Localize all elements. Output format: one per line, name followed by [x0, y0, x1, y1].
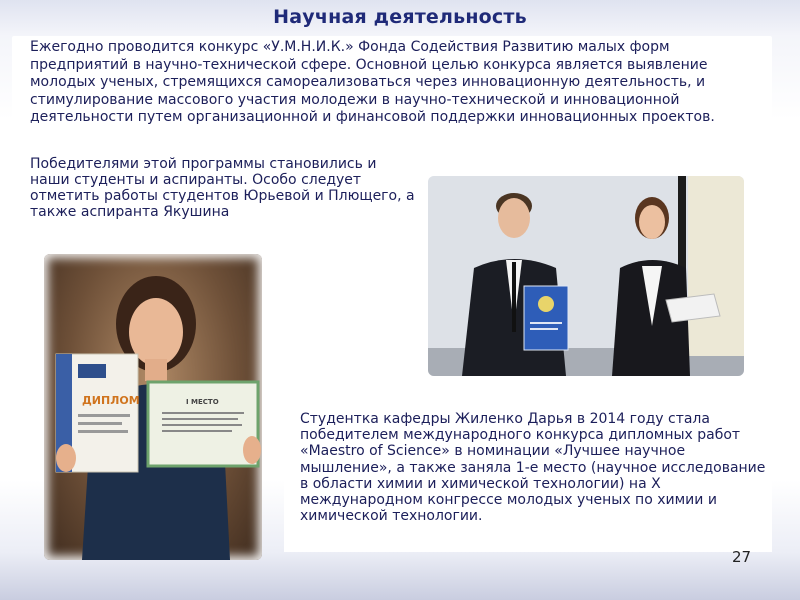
certificate-word: I МЕСТО [186, 398, 219, 406]
blue-certificate [524, 286, 568, 350]
page-title: Научная деятельность [273, 6, 527, 28]
page-number: 27 [732, 548, 752, 566]
diploma-word: ДИПЛОМ [82, 394, 140, 407]
hand-right [243, 436, 261, 464]
winners-text: Победителями этой программы становились и наши студенты и аспиранты. Особо следует отметить работы студентов Юрьевой и Плющего, а также аспиранта Якушина [30, 156, 415, 220]
student-text: Студентка кафедры Жиленко Дарья в 2014 году стала победителем международного конкурса дипломных работ «Maestro of Science» в номинации «Лучшее научное мышление», а также заняла 1-е место (научное исследование в области химии и химической технологии) на X международном конгрессе молодых ученых по химии и химической технологии. [300, 411, 766, 525]
ceremony-illustration [428, 176, 744, 376]
student-illustration [44, 254, 262, 560]
ceremony-photo [428, 176, 744, 376]
neck-shape [145, 359, 167, 381]
intro-text: Ежегодно проводится конкурс «У.М.Н.И.К.» Фонда Содействия Развитию малых форм предприятий в научно-технической сфере. Основной целью конкурса является выявление молодых ученых, стремящихся самореализоваться через инновационную деятельность, и стимулирование массового участия молодежи в научно-технической и инновационной деятельности путем организационной и финансовой поддержки инновационных проектов. [30, 39, 715, 125]
hand-left [56, 444, 76, 472]
student-photo [44, 254, 262, 560]
wall-panel [688, 176, 744, 356]
certificate-right [148, 382, 258, 466]
